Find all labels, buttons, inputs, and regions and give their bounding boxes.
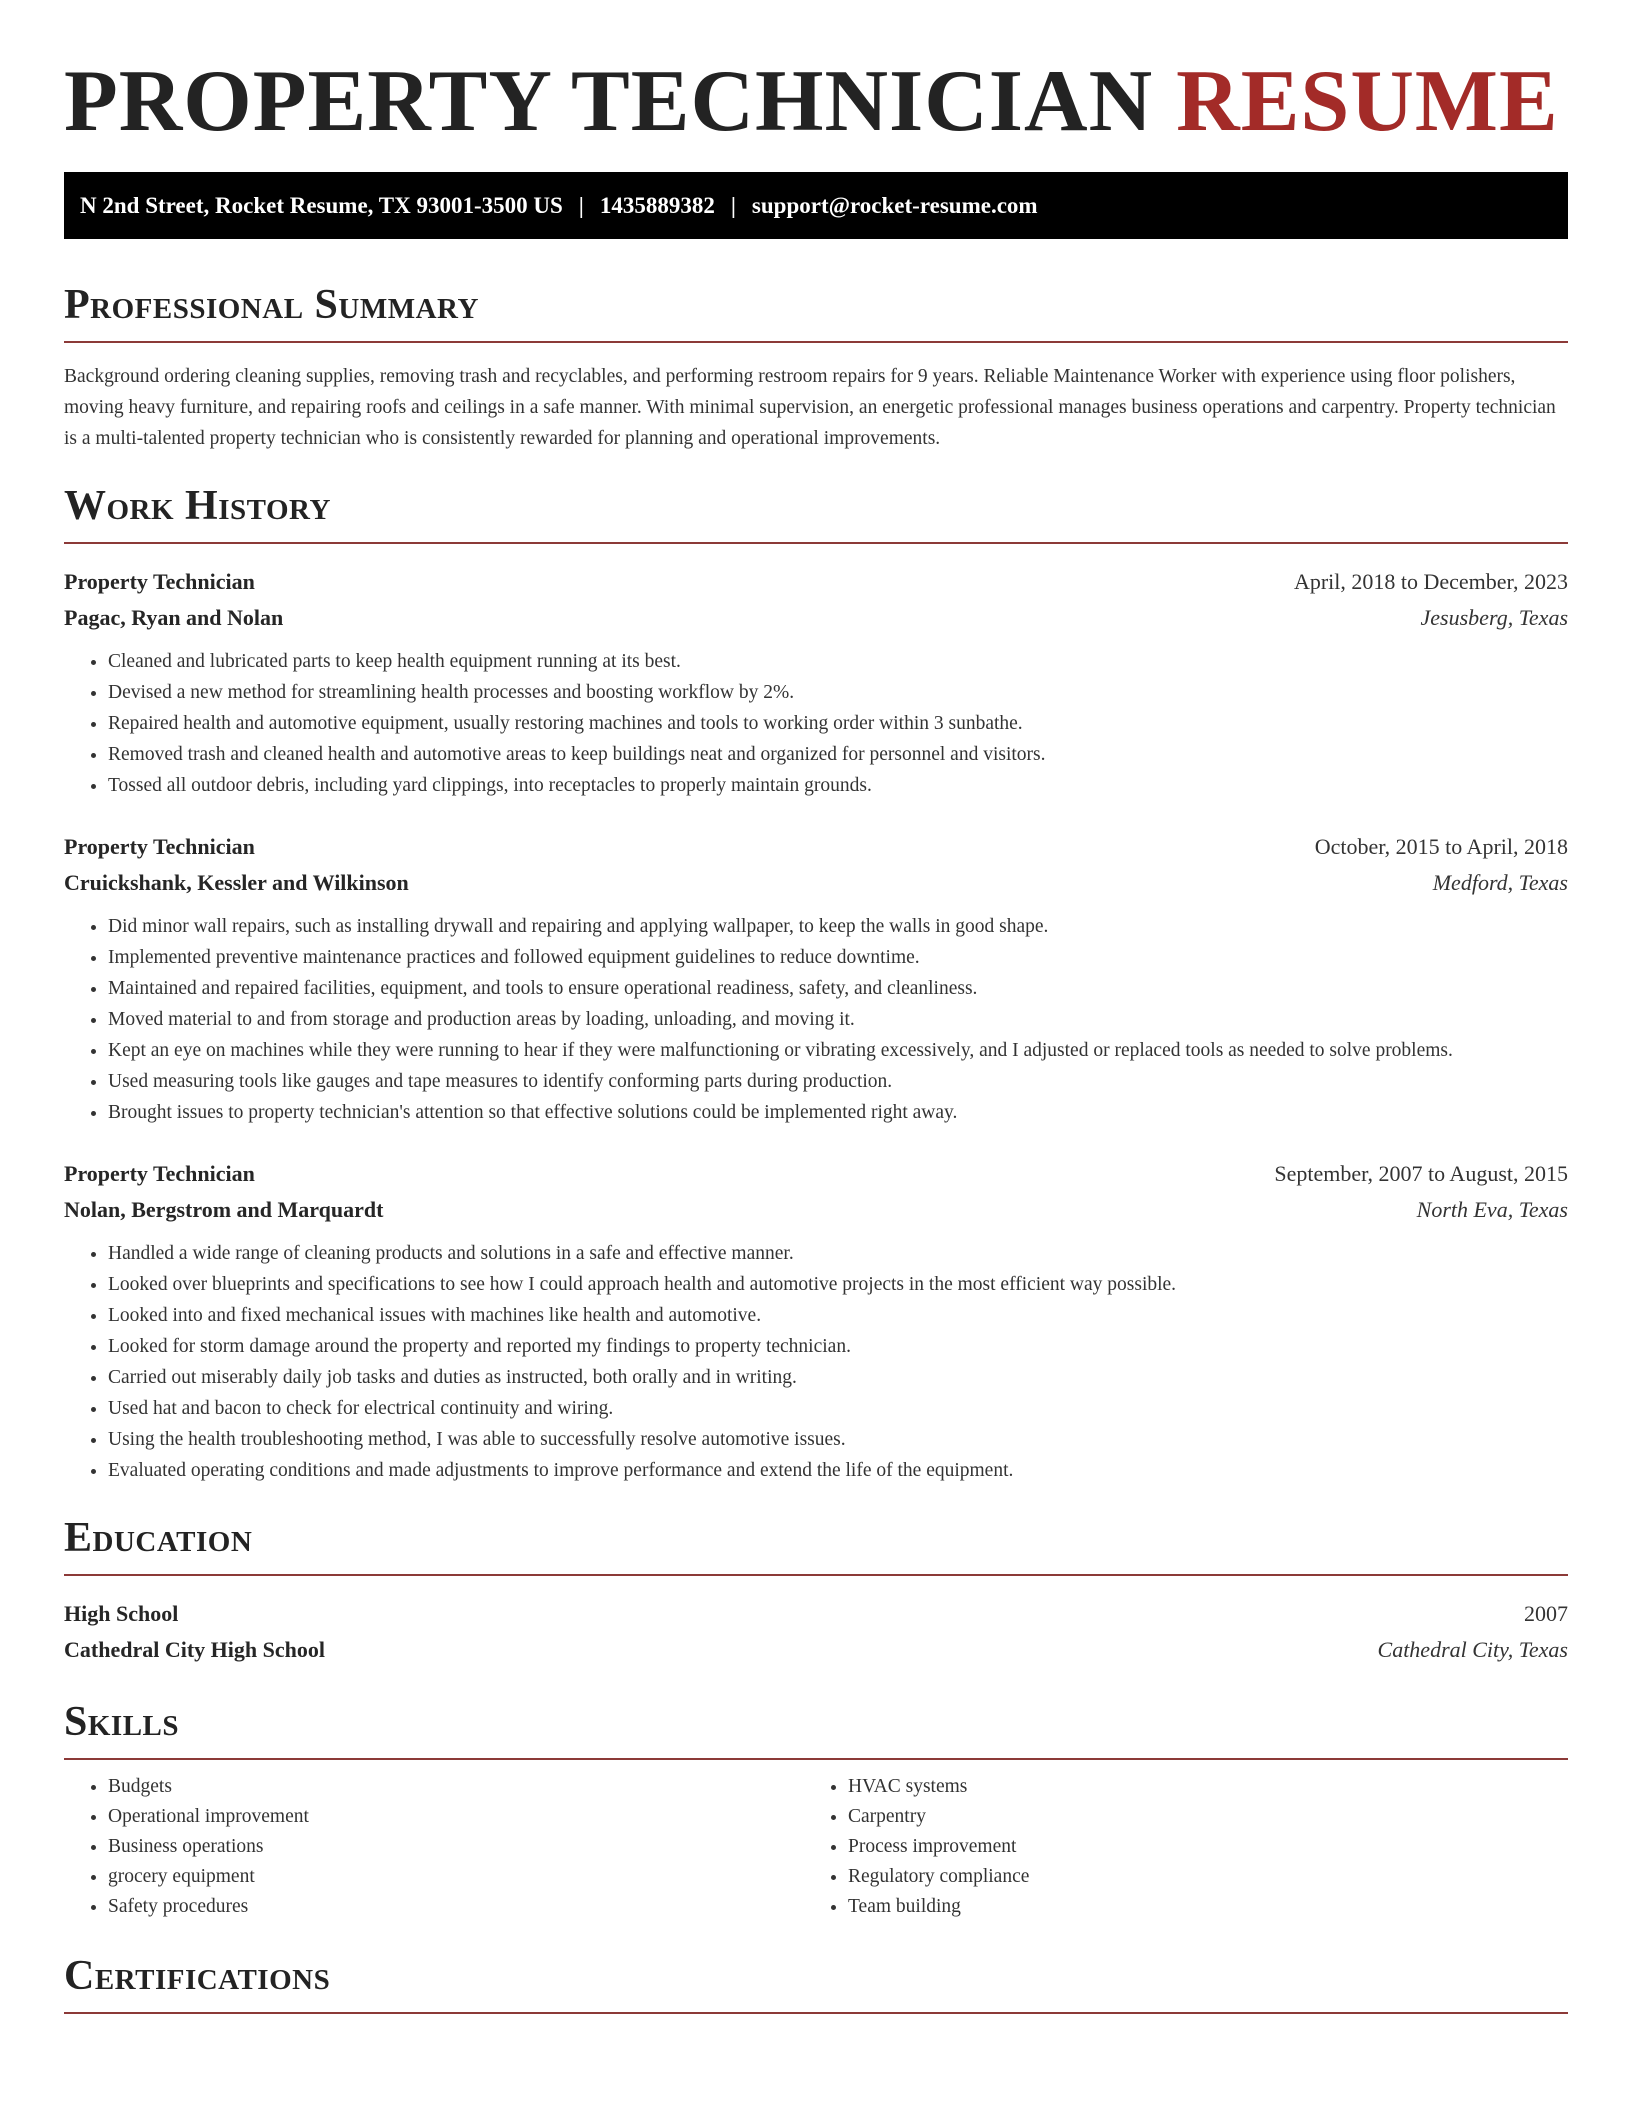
section-divider [64, 341, 1568, 343]
list-item: • Carried out miserably daily job tasks and duties as instructed, both orally and in writing. [108, 1362, 1568, 1393]
list-item: • Used measuring tools like gauges and tape measures to identify conforming parts during production. [108, 1066, 1568, 1097]
certifications-section [64, 1950, 1568, 2014]
list-item: • Looked into and fixed mechanical issues with machines like health and automotive. [108, 1300, 1568, 1331]
job-entry [64, 1156, 1568, 1486]
list-item: • HVAC systems [848, 1772, 1544, 1802]
job-title: Property Technician [64, 834, 255, 859]
work-history-section [64, 480, 1568, 1486]
list-item: • Team building [848, 1892, 1544, 1922]
list-item: • Evaluated operating conditions and made adjustments to improve performance and extend the life of the equipment. [108, 1455, 1568, 1486]
contact-bar [64, 172, 1568, 239]
education-degree: High School [64, 1601, 179, 1626]
title-accent: RESUME [1176, 53, 1559, 150]
list-item: • Moved material to and from storage and production areas by loading, unloading, and moving it. [108, 1004, 1568, 1035]
contact-phone: 1435889382 [599, 192, 715, 218]
list-item: • Budgets [108, 1772, 804, 1802]
list-item: • Brought issues to property technician's attention so that effective solutions could be implemented right away. [108, 1097, 1568, 1128]
job-company: Pagac, Ryan and Nolan [64, 605, 284, 630]
skills-list-left [64, 1772, 804, 1922]
list-item: • Removed trash and cleaned health and automotive areas to keep buildings neat and organized for personnel and visitors. [108, 739, 1568, 770]
education-year: 2007 [1524, 1601, 1568, 1626]
list-item: • Used hat and bacon to check for electrical continuity and wiring. [108, 1393, 1568, 1424]
job-company: Cruickshank, Kessler and Wilkinson [64, 870, 409, 895]
skills-list-right [804, 1772, 1544, 1922]
section-divider [64, 542, 1568, 544]
list-item: • Implemented preventive maintenance practices and followed equipment guidelines to reduce downtime. [108, 942, 1568, 973]
resume-title [64, 52, 1568, 152]
list-item: • Repaired health and automotive equipment, usually restoring machines and tools to working order within 3 sunbathe. [108, 708, 1568, 739]
contact-address: N 2nd Street, Rocket Resume, TX 93001-3500 US [80, 192, 563, 218]
job-dates: October, 2015 to April, 2018 [1314, 834, 1568, 859]
list-item: • Looked for storm damage around the property and reported my findings to property technician. [108, 1331, 1568, 1362]
education-heading: Education [64, 1515, 253, 1561]
list-item: • Using the health troubleshooting method, I was able to successfully resolve automotive issues. [108, 1424, 1568, 1455]
section-divider [64, 1758, 1568, 1760]
list-item: • Looked over blueprints and specifications to see how I could approach health and automotive projects in the most efficient way possible. [108, 1269, 1568, 1300]
job-bullets [64, 1238, 1568, 1486]
skills-heading: Skills [64, 1699, 180, 1745]
list-item: • Safety procedures [108, 1892, 804, 1922]
list-item: • Cleaned and lubricated parts to keep health equipment running at its best. [108, 646, 1568, 677]
title-main: PROPERTY TECHNICIAN [64, 53, 1154, 150]
list-item: • Kept an eye on machines while they were running to hear if they were malfunctioning or vibrating excessively, and I adjusted or replaced tools as needed to solve problems. [108, 1035, 1568, 1066]
contact-separator: | [578, 192, 584, 218]
job-entry [64, 829, 1568, 1128]
list-item: • Devised a new method for streamlining health processes and boosting workflow by 2%. [108, 677, 1568, 708]
list-item: • Handled a wide range of cleaning products and solutions in a safe and effective manner. [108, 1238, 1568, 1269]
list-item: • Tossed all outdoor debris, including yard clippings, into receptacles to properly maintain grounds. [108, 770, 1568, 801]
education-section [64, 1512, 1568, 1668]
contact-separator: | [730, 192, 736, 218]
job-company: Nolan, Bergstrom and Marquardt [64, 1197, 384, 1222]
section-divider [64, 2012, 1568, 2014]
job-location: Jesusberg, Texas [1420, 605, 1568, 630]
list-item: • grocery equipment [108, 1862, 804, 1892]
list-item: • Process improvement [848, 1832, 1544, 1862]
summary-text: Background ordering cleaning supplies, removing trash and recyclables, and performing restroom repairs for 9 years. Reliable Maintenance Worker with experience using floor polishers, moving heavy furniture, and repairing roofs and ceilings in a safe manner. With minimal supervision, an energetic professional manages business operations and carpentry. Property technician is a multi-talented property technician who is consistently rewarded for planning and operational improvements. [64, 366, 1556, 449]
job-bullets [64, 911, 1568, 1128]
section-divider [64, 1574, 1568, 1576]
education-location: Cathedral City, Texas [1377, 1637, 1568, 1662]
list-item: • Business operations [108, 1832, 804, 1862]
list-item: • Carpentry [848, 1802, 1544, 1832]
skills-section [64, 1696, 1568, 1922]
job-entry [64, 564, 1568, 801]
summary-heading: Professional Summary [64, 282, 479, 328]
work-history-heading: Work History [64, 483, 331, 529]
job-dates: September, 2007 to August, 2015 [1274, 1161, 1568, 1186]
certifications-heading: Certifications [64, 1953, 331, 1999]
job-title: Property Technician [64, 569, 255, 594]
list-item: • Operational improvement [108, 1802, 804, 1832]
education-school: Cathedral City High School [64, 1637, 325, 1662]
job-location: Medford, Texas [1432, 870, 1568, 895]
job-location: North Eva, Texas [1416, 1197, 1568, 1222]
job-dates: April, 2018 to December, 2023 [1293, 569, 1568, 594]
job-bullets [64, 646, 1568, 801]
contact-email: support@rocket-resume.com [751, 192, 1038, 218]
list-item: • Regulatory compliance [848, 1862, 1544, 1892]
list-item: • Maintained and repaired facilities, equipment, and tools to ensure operational readiness, safety, and cleanliness. [108, 973, 1568, 1004]
summary-section [64, 279, 1568, 454]
list-item: • Did minor wall repairs, such as installing drywall and repairing and applying wallpaper, to keep the walls in good shape. [108, 911, 1568, 942]
resume-page [64, 52, 1568, 2014]
job-title: Property Technician [64, 1161, 255, 1186]
